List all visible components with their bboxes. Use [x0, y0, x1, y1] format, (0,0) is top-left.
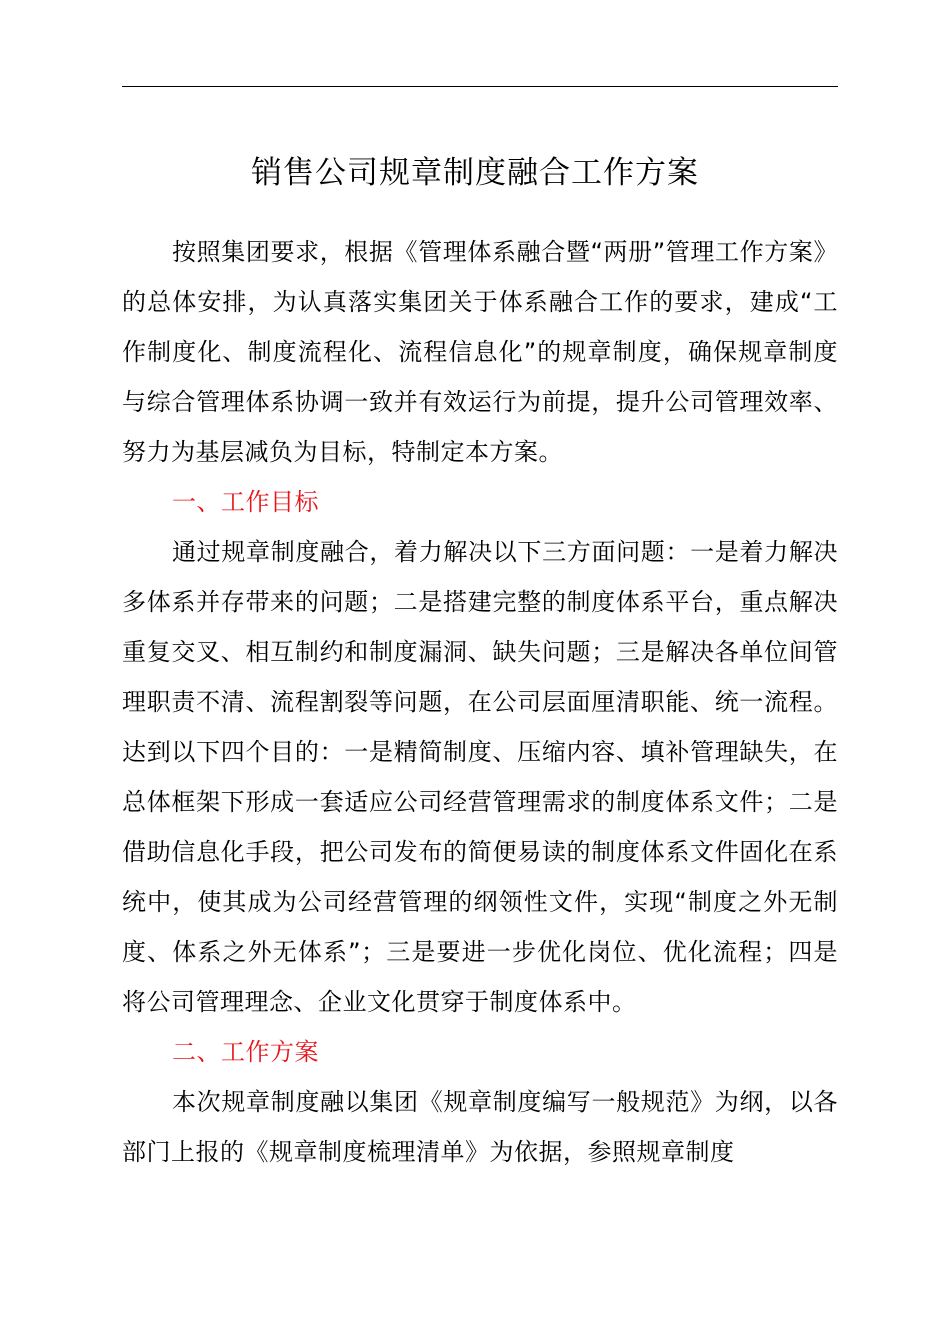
document-body [122, 227, 838, 1177]
section-heading-goals: 一、工作目标 [172, 488, 319, 516]
document-title: 销售公司规章制度融合工作方案 [251, 155, 699, 191]
section-heading-plan: 二、工作方案 [172, 1038, 319, 1066]
plan-paragraph: 本次规章制度融以集团《规章制度编写一般规范》为纲，以各部门上报的《规章制度梳理清单》为依据，参照规章制度 [122, 1088, 838, 1166]
goals-paragraph: 通过规章制度融合，着力解决以下三方面问题：一是着力解决多体系并存带来的问题；二是搭建完整的制度体系平台，重点解决重复交叉、相互制约和制度漏洞、缺失问题；三是解决各单位间管理职责不清、流程割裂等问题，在公司层面厘清职能、统一流程。达到以下四个目的：一是精简制度、压缩内容、填补管理缺失，在总体框架下形成一套适应公司经营管理需求的制度体系文件；二是借助信息化手段，把公司发布的简便易读的制度体系文件固化在系统中，使其成为公司经营管理的纲领性文件，实现“制度之外无制度、体系之外无体系”；三是要进一步优化岗位、优化流程；四是将公司管理理念、企业文化贯穿于制度体系中。 [122, 538, 838, 1016]
intro-paragraph: 按照集团要求，根据《管理体系融合暨“两册”管理工作方案》的总体安排，为认真落实集团关于体系融合工作的要求，建成“工作制度化、制度流程化、流程信息化”的规章制度，确保规章制度与综合管理体系协调一致并有效运行为前提，提升公司管理效率、努力为基层减负为目标，特制定本方案。 [122, 238, 838, 466]
header-rule [122, 86, 838, 87]
